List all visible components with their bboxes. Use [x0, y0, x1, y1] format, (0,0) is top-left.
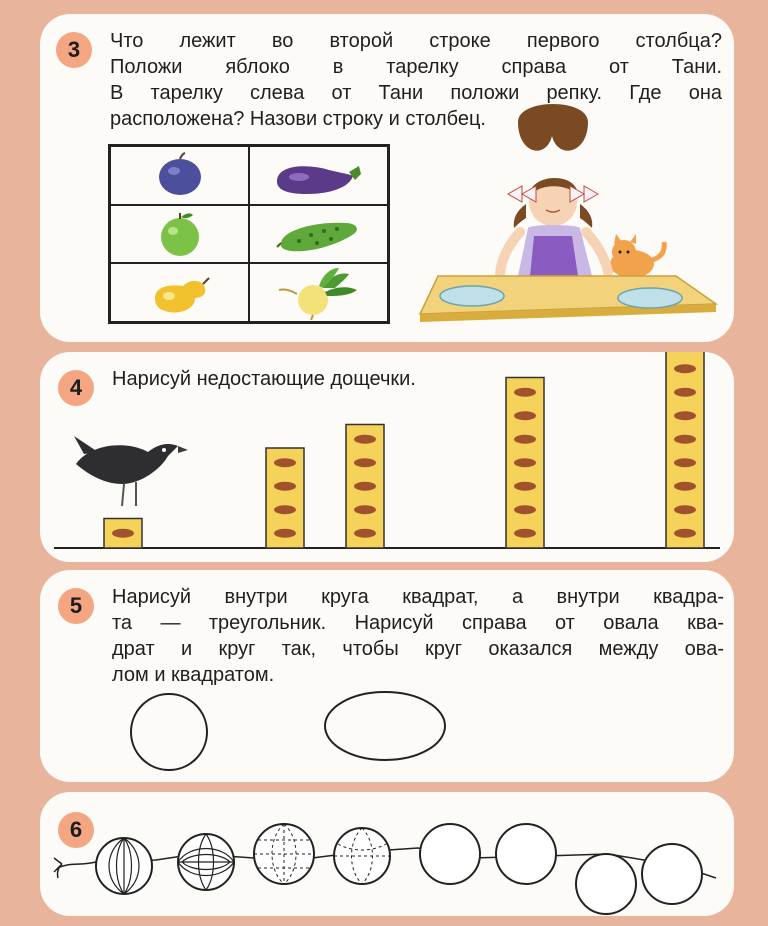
- planks-area: [40, 352, 734, 562]
- oval-shape: [325, 692, 445, 760]
- cat-icon: [610, 234, 664, 278]
- plank-stack-1: [104, 519, 142, 549]
- pear-icon: [145, 268, 215, 318]
- plank-stack-5-body: [666, 352, 704, 548]
- grid-cell-r2-c2[interactable]: [249, 205, 388, 264]
- plank-4-7: [514, 388, 536, 397]
- task-3-line-2: Положи яблоко в тарелку справа от Тани.: [110, 56, 722, 78]
- plank-3-1: [354, 529, 376, 538]
- task-5-line-3: драт и круг так, чтобы круг оказался между ова-: [112, 638, 724, 660]
- crow-icon: [74, 436, 188, 506]
- bead-7-empty[interactable]: [576, 854, 636, 914]
- grid-cell-r3-c1[interactable]: [110, 263, 249, 322]
- right-plate-icon: [618, 288, 682, 308]
- plank-2-4: [274, 458, 296, 467]
- grid-cell-r1-c1[interactable]: [110, 146, 249, 205]
- task-5-line-1: Нарисуй внутри круга квадрат, а внутри квадра-: [112, 586, 724, 608]
- plank-4-6: [514, 411, 536, 420]
- plank-stacks: [104, 352, 704, 548]
- task-6-number-badge: 6: [58, 812, 94, 848]
- grid-cell-r1-c2[interactable]: [249, 146, 388, 205]
- plank-5-6: [674, 411, 696, 420]
- plank-5-8: [674, 364, 696, 373]
- plank-5-5: [674, 435, 696, 444]
- plank-5-4: [674, 458, 696, 467]
- plank-stack-3: [346, 425, 384, 549]
- plank-5-1: [674, 529, 696, 538]
- plum-icon: [150, 150, 210, 200]
- task-4-number-badge: 4: [58, 370, 94, 406]
- plank-4-5: [514, 435, 536, 444]
- bead-8-empty[interactable]: [642, 844, 702, 904]
- plank-2-2: [274, 505, 296, 514]
- plank-3-4: [354, 458, 376, 467]
- plank-5-7: [674, 388, 696, 397]
- grid-cell-r2-c1[interactable]: [110, 205, 249, 264]
- task-5-panel: [40, 570, 734, 782]
- plank-4-1: [514, 529, 536, 538]
- plank-2-1: [274, 529, 296, 538]
- plank-4-2: [514, 505, 536, 514]
- task-6-panel: [40, 792, 734, 916]
- task-3-line-4: расположена? Назови строку и столбец.: [110, 108, 486, 130]
- task-3-text: [110, 28, 722, 132]
- grid-cell-r3-c2[interactable]: [249, 263, 388, 322]
- plank-5-3: [674, 482, 696, 491]
- plank-3-5: [354, 435, 376, 444]
- bead-4-dashed[interactable]: [334, 828, 390, 884]
- eggplant-icon: [269, 150, 369, 200]
- task-5-line-2: та — треугольник. Нарисуй справа от овала ква-: [112, 612, 724, 634]
- task-5-line-4: лом и квадратом.: [112, 664, 275, 686]
- task-3-line-1: Что лежит во второй строке первого столбца?: [110, 30, 722, 52]
- bead-6-empty[interactable]: [496, 824, 556, 884]
- task-3-number-badge: 3: [56, 32, 92, 68]
- bead-5-empty[interactable]: [420, 824, 480, 884]
- plank-5-2: [674, 505, 696, 514]
- plank-4-3: [514, 482, 536, 491]
- bead-1-meridian[interactable]: [96, 838, 152, 894]
- vegetable-fruit-grid: [108, 144, 390, 324]
- plank-stack-4: [506, 378, 544, 549]
- apple-icon: [150, 209, 210, 259]
- cucumber-icon: [269, 209, 369, 259]
- bead-2-lens[interactable]: [178, 834, 234, 890]
- plank-stack-5: [666, 352, 704, 548]
- task-3-panel: [40, 14, 734, 342]
- plank-3-2: [354, 505, 376, 514]
- turnip-icon: [269, 266, 369, 320]
- bead-3-globe[interactable]: [254, 824, 314, 884]
- task-5-number-badge: 5: [58, 588, 94, 624]
- thread-knot: [54, 858, 62, 878]
- plank-1-1: [112, 529, 134, 538]
- plank-stack-2: [266, 448, 304, 548]
- plank-2-3: [274, 482, 296, 491]
- task-5-text: [112, 584, 724, 688]
- table-icon: [420, 276, 716, 322]
- task-4-text: Нарисуй недостающие дощечки.: [112, 368, 416, 390]
- bead-string: [40, 792, 734, 916]
- task-4-panel: [40, 352, 734, 562]
- plank-4-4: [514, 458, 536, 467]
- task-3-line-3: В тарелку слева от Тани положи репку. Где она: [110, 82, 722, 104]
- plank-3-3: [354, 482, 376, 491]
- left-plate-icon: [440, 286, 504, 306]
- circle-shape: [131, 694, 207, 770]
